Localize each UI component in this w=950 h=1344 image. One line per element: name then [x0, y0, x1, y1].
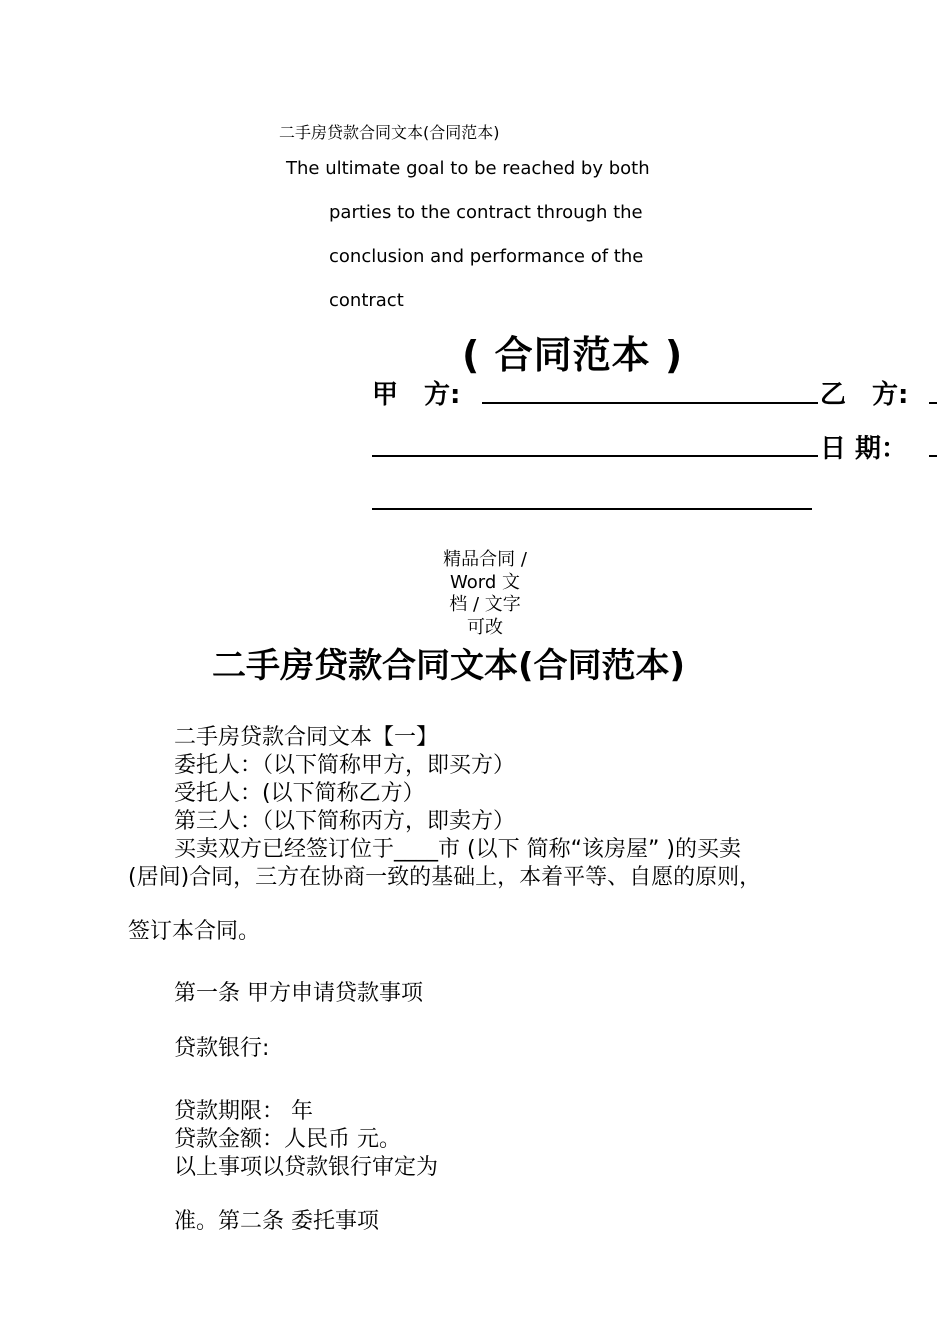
header-small-title: 二手房贷款合同文本(合同范本): [279, 123, 500, 142]
goal-line: parties to the contract through the: [329, 202, 643, 223]
paragraph: 委托人：（以下简称甲方，即买方）: [174, 753, 516, 778]
date-label: 日 期：: [820, 434, 908, 464]
paragraph: 签订本合同。: [128, 919, 261, 944]
paragraph: 第三人：（以下简称丙方，即卖方）: [174, 809, 516, 834]
paragraph: 贷款银行:: [174, 1036, 270, 1061]
badge-line: 精品合同 /: [443, 549, 527, 570]
goal-statement: [286, 147, 650, 323]
party-b-line: [929, 402, 937, 404]
paragraph: 贷款金额：人民币 元。: [174, 1127, 401, 1152]
cover-title: ( 合同范本 ): [462, 333, 684, 377]
paragraph: 以上事项以贷款银行审定为: [174, 1155, 439, 1180]
document-badge: [430, 549, 540, 639]
article-heading: 第一条 甲方申请贷款事项: [174, 981, 423, 1006]
document-title: 二手房贷款合同文本(合同范本): [212, 646, 686, 686]
badge-line: Word 文: [450, 571, 520, 593]
party-a-line: [482, 402, 818, 404]
date-continuation-line: [372, 508, 812, 510]
paragraph: (居间)合同，三方在协商一致的基础上，本着平等、自愿的原则，: [128, 865, 762, 890]
goal-line: contract: [329, 290, 404, 311]
party-b-continuation-line: [372, 455, 818, 457]
party-a-label: 甲 方:: [372, 380, 461, 410]
date-line: [929, 455, 937, 457]
paragraph: 贷款期限： 年: [174, 1099, 313, 1124]
goal-line: The ultimate goal to be reached by both: [286, 158, 650, 179]
badge-line: 档 / 文字: [449, 594, 521, 615]
badge-line: 可改: [467, 616, 503, 638]
paragraph: 受托人：(以下简称乙方）: [174, 781, 425, 806]
paragraph: 准。第二条 委托事项: [174, 1209, 379, 1234]
goal-line: conclusion and performance of the: [329, 246, 644, 267]
party-b-label: 乙 方:: [820, 380, 909, 410]
section-heading: 二手房贷款合同文本【一】: [174, 725, 439, 750]
paragraph: 买卖双方已经签订位于____市 (以下 简称“该房屋” )的买卖: [174, 837, 741, 862]
